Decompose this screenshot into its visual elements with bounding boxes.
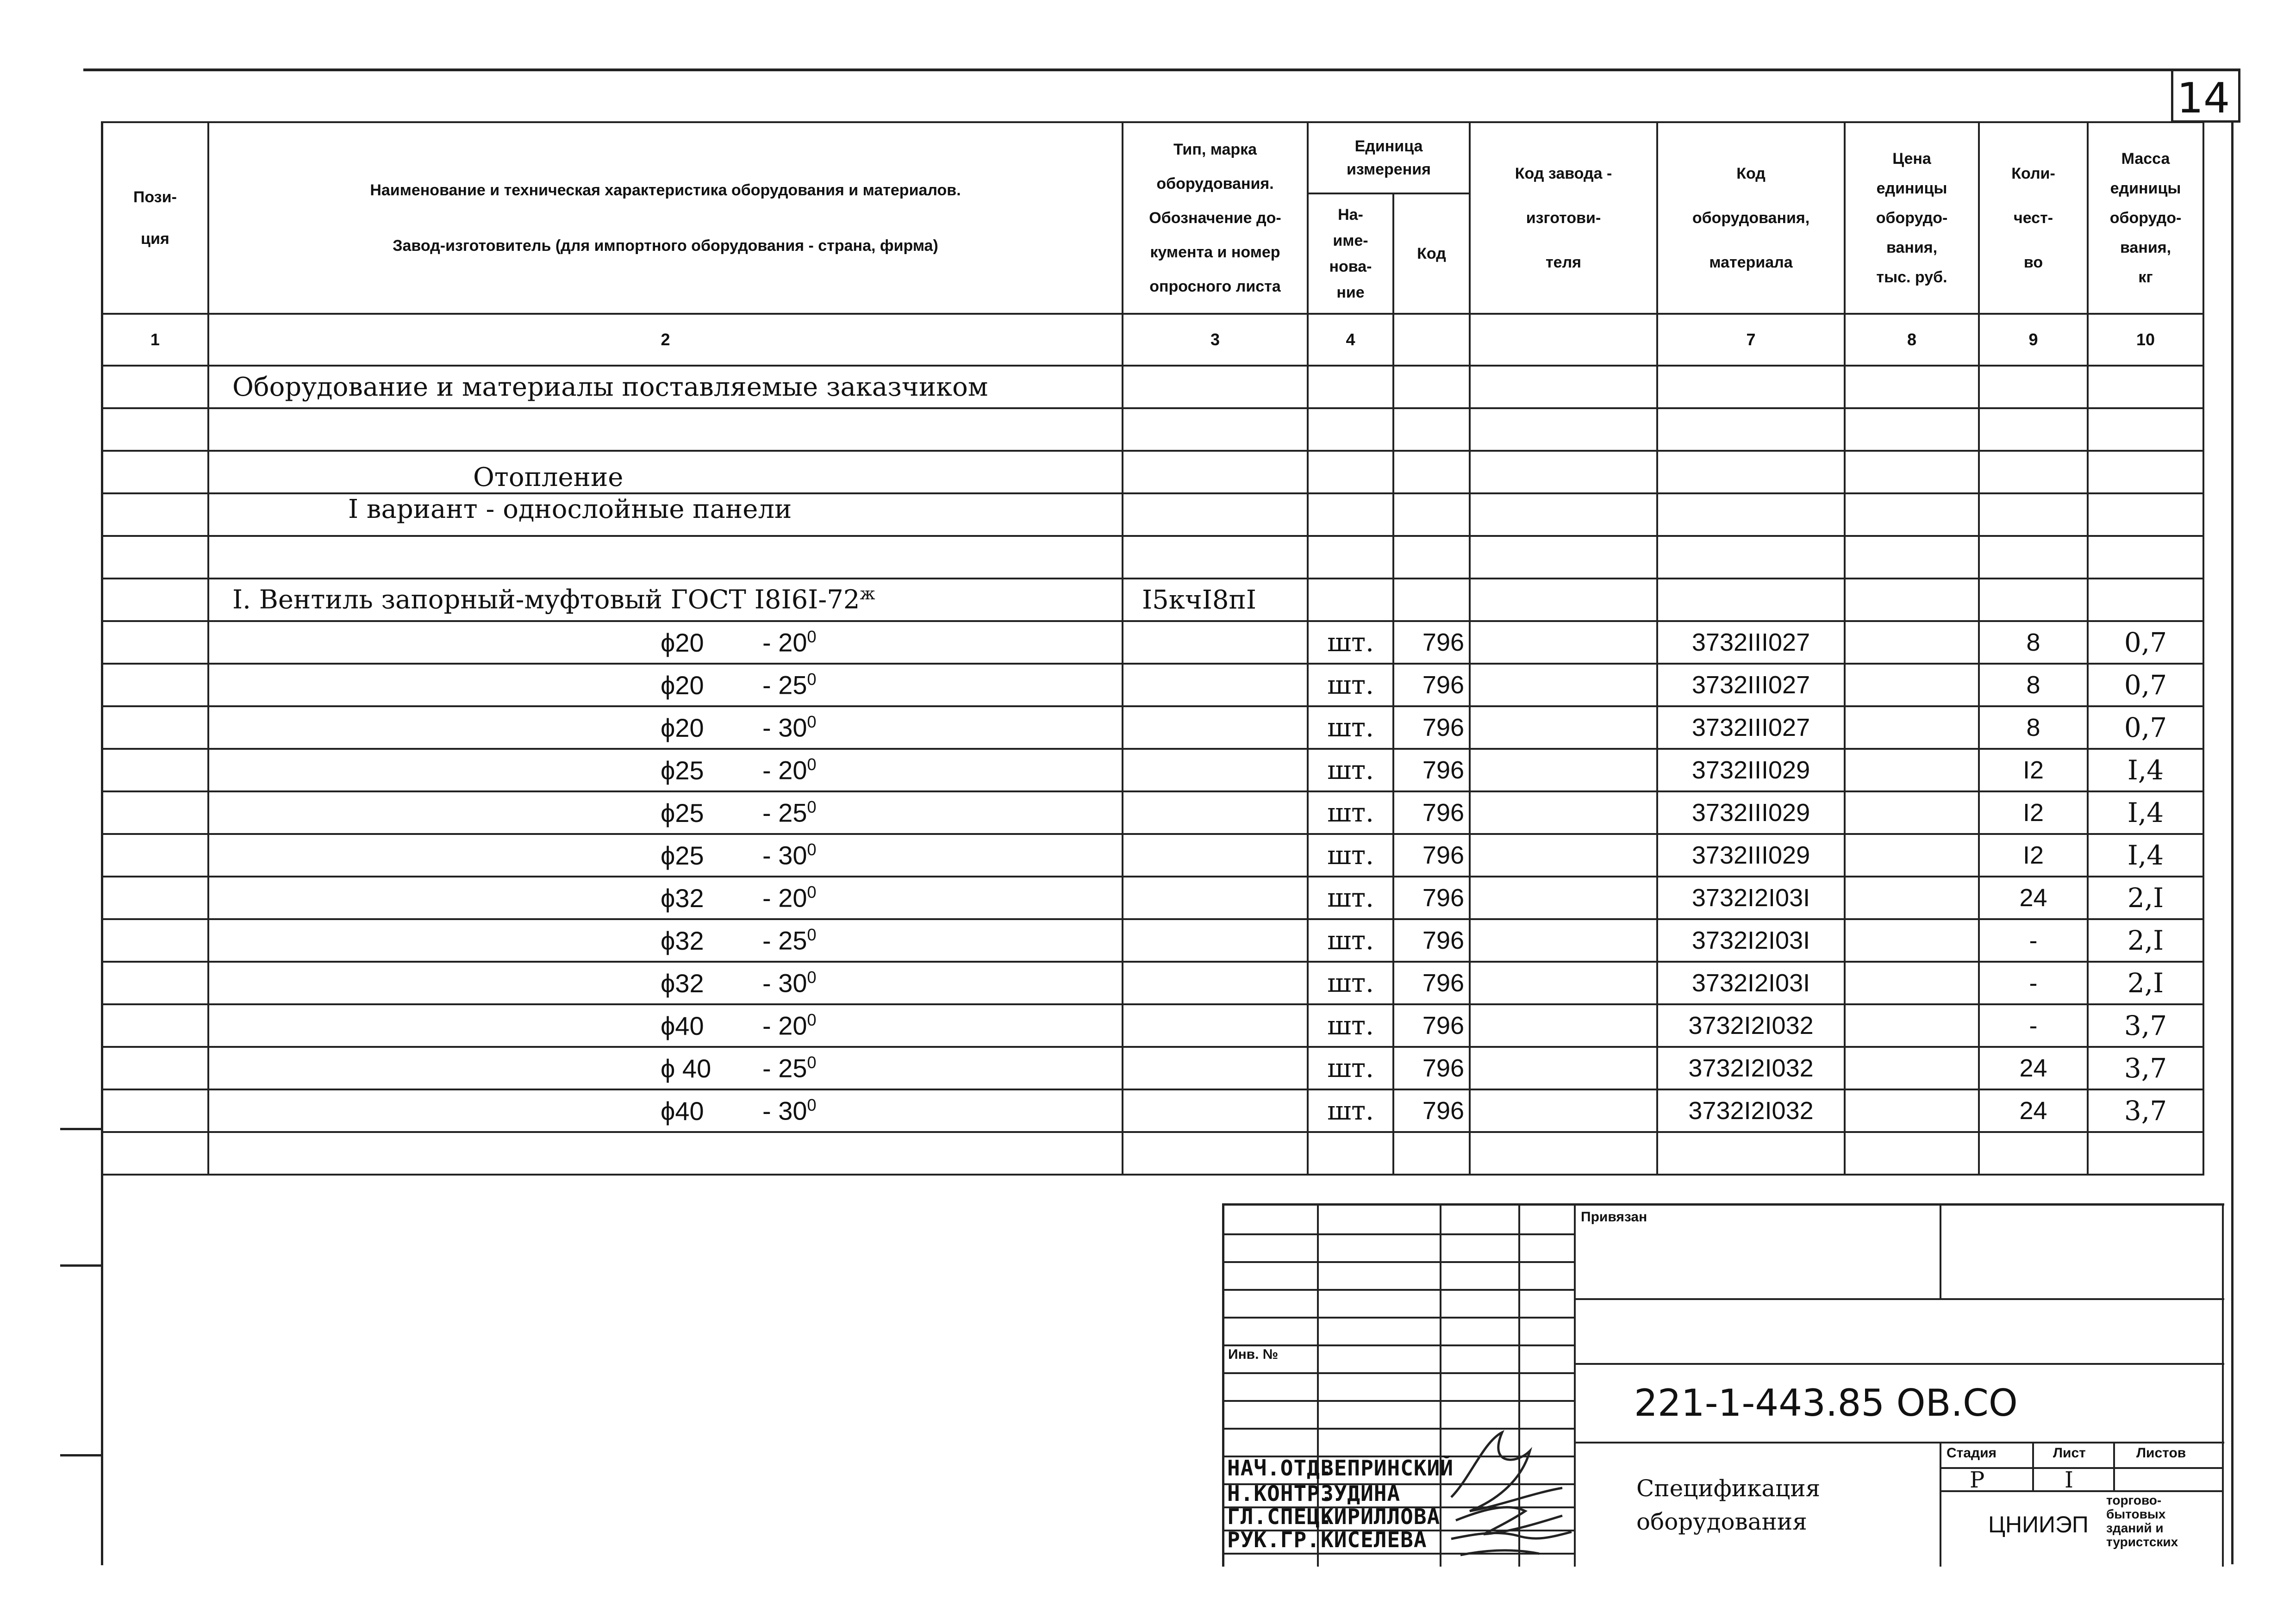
- degree-mark: 0: [807, 1053, 817, 1072]
- item-title-text: I. Вентиль запорный-муфтовый ГОСТ I8I6I-72: [232, 585, 860, 615]
- column-number: 7: [1657, 314, 1845, 366]
- stamp-title: Спецификация оборудования: [1636, 1475, 1821, 1535]
- header-equipment-code: Код оборудования, материала: [1657, 122, 1845, 314]
- angle: - 25: [762, 1053, 807, 1083]
- equipment-code: 3732III027: [1657, 664, 1845, 706]
- unit-code: 796: [1393, 834, 1470, 877]
- mass: 2,I: [2088, 919, 2203, 962]
- degree-mark: 0: [807, 627, 817, 647]
- angle: - 25: [762, 670, 807, 700]
- angle: - 25: [762, 926, 807, 955]
- unit-code: 796: [1393, 749, 1470, 791]
- angle: - 20: [762, 883, 807, 913]
- diameter: ϕ 40: [661, 1053, 711, 1083]
- diameter-cell: [208, 877, 1123, 919]
- table-row: [102, 962, 2203, 1004]
- unit-code: 796: [1393, 919, 1470, 962]
- angle: - 30: [762, 713, 807, 742]
- unit-name: шт.: [1308, 919, 1393, 962]
- page-number: 14: [2177, 74, 2230, 123]
- equipment-code: 3732I2I03I: [1657, 877, 1845, 919]
- diameter: ϕ40: [661, 1011, 704, 1040]
- diameter-cell: [208, 621, 1123, 664]
- stamp-document-code: 221-1-443.85 ОВ.СО: [1634, 1381, 2018, 1425]
- mass: 3,7: [2088, 1047, 2203, 1089]
- angle: - 20: [762, 628, 807, 657]
- header-name-line2: Завод-изготовитель (для импортного оборудования - страна, фирма): [393, 237, 938, 255]
- stamp-sheets-label: Листов: [2136, 1445, 2186, 1461]
- quantity: 24: [1979, 1089, 2088, 1132]
- diameter: ϕ32: [661, 968, 704, 998]
- degree-mark: 0: [807, 755, 817, 774]
- blank-row: [102, 536, 2203, 579]
- section-row: [102, 366, 2203, 408]
- column-number: 9: [1979, 314, 2088, 366]
- stamp-person: КИРИЛЛОВА: [1321, 1504, 1441, 1529]
- stamp-role: ГЛ.СПЕЦ.: [1227, 1504, 1334, 1529]
- equipment-code: 3732III029: [1657, 834, 1845, 877]
- header-position: Пози- ция: [102, 122, 208, 314]
- header-type: Тип, марка оборудования. Обозначение до- кумента и номер опросного листа: [1123, 122, 1308, 314]
- item-title-mark: ж: [860, 585, 875, 604]
- diameter: ϕ20: [661, 628, 704, 657]
- column-number-row: [102, 314, 2203, 366]
- quantity: 8: [1979, 706, 2088, 749]
- table-row: [102, 1004, 2203, 1047]
- equipment-code: 3732III027: [1657, 706, 1845, 749]
- unit-code: 796: [1393, 791, 1470, 834]
- equipment-code: 3732I2I03I: [1657, 962, 1845, 1004]
- unit-code: 796: [1393, 706, 1470, 749]
- stamp-stage-label: Стадия: [1947, 1445, 1997, 1461]
- degree-mark: 0: [807, 883, 817, 902]
- diameter: ϕ25: [661, 798, 704, 828]
- specification-table: [101, 121, 2204, 1176]
- quantity: I2: [1979, 834, 2088, 877]
- right-border-line: [2231, 120, 2234, 1564]
- section-title: Оборудование и материалы поставляемые заказчиком: [208, 366, 1123, 408]
- quantity: 24: [1979, 877, 2088, 919]
- degree-mark: 0: [807, 1010, 817, 1030]
- variant-row: [102, 493, 2203, 536]
- diameter: ϕ32: [661, 883, 704, 913]
- equipment-code: 3732I2I032: [1657, 1047, 1845, 1089]
- unit-code: 796: [1393, 1004, 1470, 1047]
- blank-row: [102, 1132, 2203, 1175]
- equipment-code: 3732I2I032: [1657, 1004, 1845, 1047]
- equipment-code: 3732I2I032: [1657, 1089, 1845, 1132]
- stamp-role: Н.КОНТР.: [1227, 1481, 1334, 1506]
- unit-code: 796: [1393, 962, 1470, 1004]
- column-number: 4: [1308, 314, 1393, 366]
- table-row: [102, 877, 2203, 919]
- unit-code: 796: [1393, 1047, 1470, 1089]
- unit-code: 796: [1393, 877, 1470, 919]
- unit-name: шт.: [1308, 1004, 1393, 1047]
- subsection-title: Отопление: [208, 451, 1123, 493]
- header-unit: Единица измерения: [1308, 122, 1470, 193]
- stamp-role: РУК.ГР.: [1227, 1527, 1320, 1552]
- degree-mark: 0: [807, 968, 817, 987]
- angle: - 25: [762, 798, 807, 828]
- diameter: ϕ25: [661, 840, 704, 870]
- stamp-role: НАЧ.ОТД.: [1227, 1456, 1334, 1481]
- header-unit-code: Код: [1393, 193, 1470, 314]
- table-row: [102, 664, 2203, 706]
- unit-code: 796: [1393, 621, 1470, 664]
- diameter: ϕ32: [661, 926, 704, 955]
- header-name-line1: Наименование и техническая характеристика оборудования и материалов.: [370, 181, 961, 199]
- header-name: [208, 122, 1123, 314]
- diameter: ϕ20: [661, 670, 704, 700]
- equipment-code: 3732III029: [1657, 749, 1845, 791]
- table-row: [102, 749, 2203, 791]
- column-number: 3: [1123, 314, 1308, 366]
- unit-name: шт.: [1308, 962, 1393, 1004]
- header-factory-code: Код завода - изготови- теля: [1470, 122, 1657, 314]
- stamp-person: ЗУДИНА: [1321, 1481, 1401, 1506]
- quantity: 8: [1979, 621, 2088, 664]
- diameter-cell: [208, 962, 1123, 1004]
- mass: 2,I: [2088, 962, 2203, 1004]
- stamp-inventory-label: Инв. №: [1228, 1347, 1279, 1362]
- diameter-cell: [208, 1004, 1123, 1047]
- unit-name: шт.: [1308, 621, 1393, 664]
- binding-tick: [60, 1454, 102, 1456]
- mass: 3,7: [2088, 1004, 2203, 1047]
- stamp-sheet: I: [2065, 1467, 2073, 1493]
- mass: 0,7: [2088, 664, 2203, 706]
- unit-name: шт.: [1308, 791, 1393, 834]
- degree-mark: 0: [807, 670, 817, 689]
- mass: 3,7: [2088, 1089, 2203, 1132]
- column-number: 10: [2088, 314, 2203, 366]
- title-block-stamp: [1222, 1203, 2224, 1567]
- header-quantity: Коли- чест- во: [1979, 122, 2088, 314]
- stamp-person: КИСЕЛЕВА: [1321, 1527, 1427, 1552]
- quantity: 24: [1979, 1047, 2088, 1089]
- diameter-cell: [208, 749, 1123, 791]
- header-row: [102, 122, 2203, 193]
- mass: I,4: [2088, 791, 2203, 834]
- quantity: 8: [1979, 664, 2088, 706]
- mass: I,4: [2088, 834, 2203, 877]
- unit-name: шт.: [1308, 1047, 1393, 1089]
- unit-name: шт.: [1308, 834, 1393, 877]
- diameter: ϕ20: [661, 713, 704, 742]
- diameter-cell: [208, 834, 1123, 877]
- equipment-code: 3732III027: [1657, 621, 1845, 664]
- item-row: [102, 579, 2203, 621]
- quantity: -: [1979, 919, 2088, 962]
- column-number: 8: [1845, 314, 1979, 366]
- unit-code: 796: [1393, 1089, 1470, 1132]
- diameter-cell: [208, 706, 1123, 749]
- equipment-code: 3732I2I03I: [1657, 919, 1845, 962]
- binding-tick: [60, 1128, 102, 1130]
- mass: 0,7: [2088, 706, 2203, 749]
- quantity: I2: [1979, 791, 2088, 834]
- column-number: [1470, 314, 1657, 366]
- table-row: [102, 1089, 2203, 1132]
- unit-name: шт.: [1308, 664, 1393, 706]
- binding-tick: [60, 1264, 102, 1267]
- equipment-code: 3732III029: [1657, 791, 1845, 834]
- quantity: I2: [1979, 749, 2088, 791]
- diameter-cell: [208, 791, 1123, 834]
- stamp-stage: Р: [1970, 1467, 1985, 1493]
- stamp-attached-label: Привязан: [1581, 1209, 1647, 1225]
- table-row: [102, 1047, 2203, 1089]
- item-title: [208, 579, 1123, 621]
- degree-mark: 0: [807, 1095, 817, 1115]
- diameter: ϕ40: [661, 1096, 704, 1126]
- angle: - 30: [762, 1096, 807, 1126]
- blank-row: [102, 408, 2203, 451]
- table-row: [102, 919, 2203, 962]
- degree-mark: 0: [807, 712, 817, 732]
- diameter-cell: [208, 1047, 1123, 1089]
- table-row: [102, 706, 2203, 749]
- item-rows: [102, 621, 2203, 1132]
- degree-mark: 0: [807, 840, 817, 859]
- stamp-sheet-label: Лист: [2053, 1445, 2086, 1461]
- quantity: -: [1979, 1004, 2088, 1047]
- stamp-person: ВЕПРИНСКИЙ: [1321, 1456, 1454, 1481]
- unit-name: шт.: [1308, 877, 1393, 919]
- column-number: [1393, 314, 1470, 366]
- header-price: Цена единицы оборудо- вания, тыс. руб.: [1845, 122, 1979, 314]
- angle: - 20: [762, 755, 807, 785]
- degree-mark: 0: [807, 925, 817, 945]
- column-number: 1: [102, 314, 208, 366]
- unit-name: шт.: [1308, 706, 1393, 749]
- diameter-cell: [208, 664, 1123, 706]
- angle: - 30: [762, 840, 807, 870]
- signatures-icon: [1442, 1423, 1581, 1562]
- stamp-organization-subtitle: торгово- бытовых зданий и туристских: [2106, 1493, 2178, 1549]
- item-type: I5кчI8пI: [1123, 579, 1308, 621]
- top-border-line: [83, 68, 2240, 71]
- column-number: 2: [208, 314, 1123, 366]
- header-mass: Масса единицы оборудо- вания, кг: [2088, 122, 2203, 314]
- unit-name: шт.: [1308, 749, 1393, 791]
- diameter-cell: [208, 1089, 1123, 1132]
- diameter: ϕ25: [661, 755, 704, 785]
- diameter-cell: [208, 919, 1123, 962]
- table-row: [102, 791, 2203, 834]
- mass: I,4: [2088, 749, 2203, 791]
- angle: - 20: [762, 1011, 807, 1040]
- mass: 0,7: [2088, 621, 2203, 664]
- unit-name: шт.: [1308, 1089, 1393, 1132]
- table-row: [102, 621, 2203, 664]
- table-row: [102, 834, 2203, 877]
- quantity: -: [1979, 962, 2088, 1004]
- stamp-organization: ЦНИИЭП: [1988, 1512, 2089, 1537]
- mass: 2,I: [2088, 877, 2203, 919]
- angle: - 30: [762, 968, 807, 998]
- subsection-row: [102, 451, 2203, 493]
- degree-mark: 0: [807, 797, 817, 817]
- variant-title: I вариант - однослойные панели: [208, 493, 1123, 536]
- header-unit-name: На- име- нова- ние: [1308, 193, 1393, 314]
- unit-code: 796: [1393, 664, 1470, 706]
